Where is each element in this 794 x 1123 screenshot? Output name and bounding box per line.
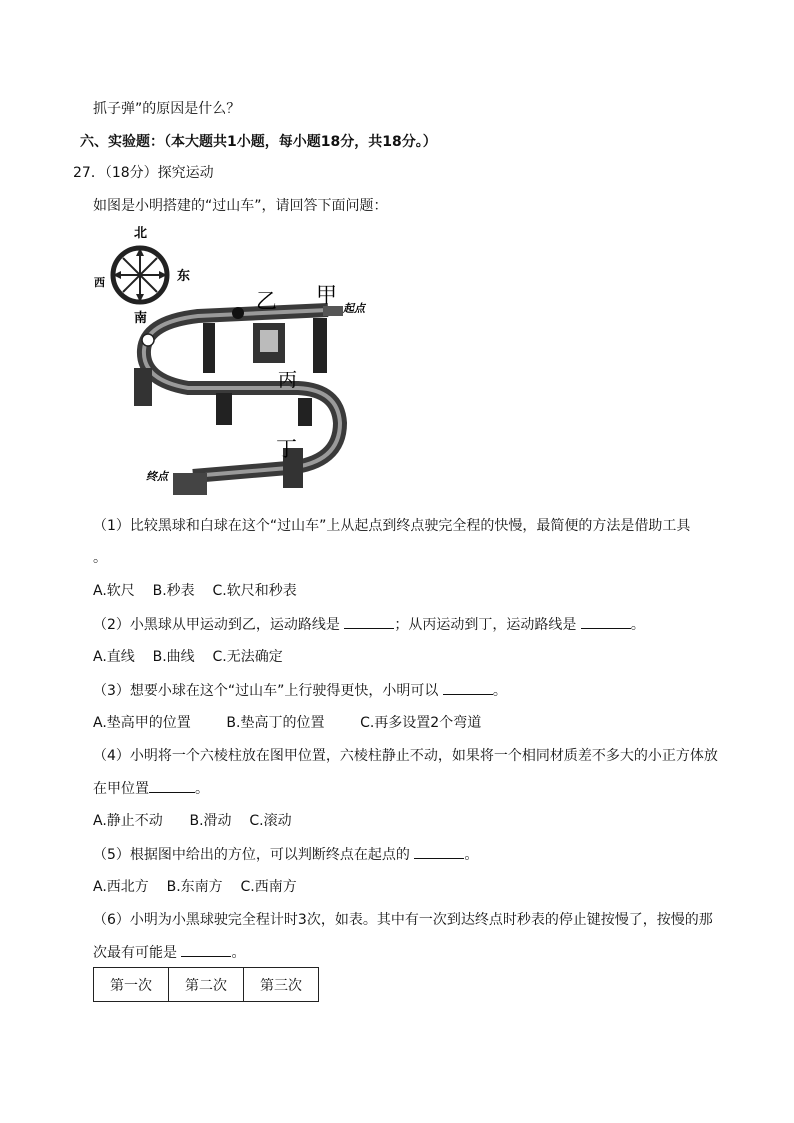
question-title: 27．（18分）探究运动 [73, 165, 214, 181]
option: C.西南方 [240, 879, 297, 895]
compass-east-label: 东 [177, 269, 191, 284]
part-1-text: （1）比较黑球和白球在这个“过山车”上从起点到终点驶完全程的快慢，最简便的方法是借助工具 [93, 518, 691, 534]
option: A.直线 [93, 649, 135, 665]
table-header-cell: 第二次 [169, 968, 244, 1002]
part-5-text [93, 844, 478, 865]
section-heading: 六、实验题：（本大题共1小题，每小题18分，共18分。） [80, 134, 437, 150]
option: A.垫高甲的位置 [93, 715, 191, 731]
table-header-cell: 第三次 [244, 968, 319, 1002]
option: C.滚动 [249, 813, 292, 829]
part-6-text-cont-b: 。 [231, 945, 246, 961]
compass-icon [113, 248, 167, 302]
label-jia: 甲 [316, 283, 337, 307]
black-ball [232, 307, 244, 319]
part-2-text-a: （2）小黑球从甲运动到乙，运动路线是 [93, 617, 340, 633]
option: B.秒表 [152, 583, 195, 599]
option: A.静止不动 [93, 813, 163, 829]
part-4-text-cont-b: 。 [195, 781, 209, 797]
option: B.曲线 [152, 649, 195, 665]
part-5-text-b: 。 [464, 847, 479, 863]
part-5-text-a: （5）根据图中给出的方位，可以判断终点在起点的 [93, 847, 410, 863]
timing-table [93, 967, 319, 1002]
track [134, 306, 343, 495]
option: C.无法确定 [212, 649, 283, 665]
white-ball [142, 334, 154, 346]
answer-blank[interactable] [344, 614, 394, 629]
question-prompt: 如图是小明搭建的“过山车”，请回答下面问题： [93, 198, 388, 214]
answer-blank[interactable] [581, 614, 631, 629]
option: B.滑动 [189, 813, 232, 829]
part-2-text-c: 。 [630, 617, 645, 633]
answer-blank[interactable] [414, 844, 464, 859]
part-2-text [93, 614, 645, 635]
answer-blank[interactable] [443, 680, 493, 695]
label-start: 起点 [343, 302, 365, 315]
part-3-text [93, 680, 507, 701]
part-5-options [93, 877, 297, 897]
option: C.软尺和秒表 [212, 583, 297, 599]
part-3-options [93, 713, 481, 733]
option: C.再多设置2个弯道 [360, 715, 482, 731]
answer-blank[interactable] [149, 778, 195, 793]
part-3-text-b: 。 [492, 683, 507, 699]
compass-west-label: 西 [94, 276, 105, 289]
option: A.西北方 [93, 879, 149, 895]
label-bing: 丙 [278, 369, 298, 391]
roller-coaster-figure [88, 218, 388, 508]
part-6-text: （6）小明为小黑球驶完全程计时3次，如表。其中有一次到达终点时秒表的停止键按慢了，按慢的那 [93, 912, 713, 928]
label-ding: 丁 [276, 437, 297, 461]
part-6-text-cont [93, 942, 245, 963]
label-end: 终点 [146, 470, 168, 483]
answer-blank[interactable] [181, 942, 231, 957]
compass-south-label: 南 [134, 311, 148, 326]
part-1-text-cont: 。 [93, 550, 107, 566]
table-header-cell: 第一次 [94, 968, 169, 1002]
label-yi: 乙 [256, 289, 277, 313]
part-4-text-cont [93, 778, 209, 799]
part-6-text-cont-a: 次最有可能是 [93, 945, 177, 961]
option: A.软尺 [93, 583, 135, 599]
intro-tail: 抓子弹”的原因是什么？ [93, 101, 241, 117]
part-2-text-b: ；从丙运动到丁，运动路线是 [394, 617, 577, 633]
part-4-text: （4）小明将一个六棱柱放在图甲位置，六棱柱静止不动，如果将一个相同材质差不多大的小正方体放 [93, 748, 718, 764]
part-2-options [93, 647, 283, 667]
part-1-options [93, 581, 297, 601]
table-row [94, 968, 319, 1002]
part-4-text-cont-a: 在甲位置 [93, 781, 149, 797]
part-4-options [93, 811, 292, 831]
option: B.东南方 [166, 879, 223, 895]
compass-north-label: 北 [134, 226, 148, 241]
part-3-text-a: （3）想要小球在这个“过山车”上行驶得更快，小明可以 [93, 683, 439, 699]
option: B.垫高丁的位置 [226, 715, 325, 731]
